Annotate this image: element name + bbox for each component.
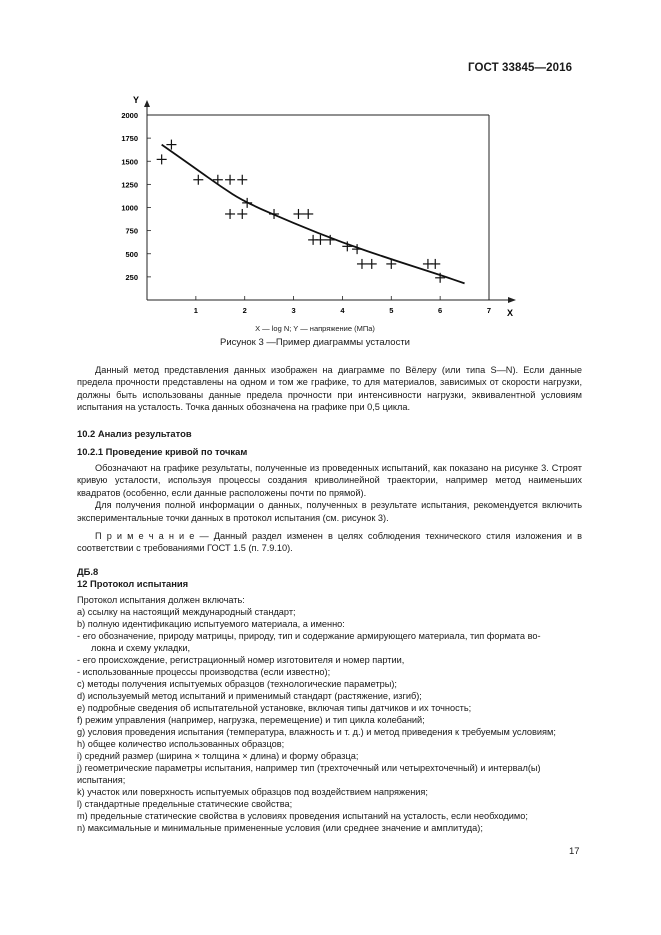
- section-12-title: 12 Протокол испытания: [77, 578, 189, 589]
- list-item: - использованные процессы производства (если известно);: [77, 667, 331, 677]
- y-axis-label: Y: [132, 95, 139, 105]
- data-point: [303, 209, 313, 219]
- intro-paragraph: [77, 364, 582, 414]
- x-tick-label: 7: [486, 306, 492, 315]
- data-point: [357, 259, 367, 269]
- x-tick-label: 5: [389, 306, 394, 315]
- data-point: [242, 198, 252, 208]
- data-point: [237, 209, 247, 219]
- figure-caption: Рисунок 3 —Пример диаграммы усталости: [219, 337, 410, 348]
- data-point: [157, 154, 167, 164]
- y-tick-label: 1250: [121, 180, 138, 190]
- data-point: [237, 175, 247, 185]
- list-item: l) стандартные предельные статические свойства;: [77, 799, 293, 809]
- y-tick-label: 1750: [121, 134, 138, 144]
- data-point: [193, 175, 203, 185]
- y-tick-label: 500: [125, 249, 138, 259]
- x-axis-label: X: [507, 308, 514, 318]
- section-10-2-title: 10.2 Анализ результатов: [77, 428, 192, 439]
- list-item: испытания;: [77, 775, 126, 785]
- section-10-2-1-body: [77, 462, 582, 555]
- data-point: [225, 175, 235, 185]
- data-point: [430, 259, 440, 269]
- paragraph: Обозначают на графике результаты, полученные из проведенных испытаний, как показано на рисунке 3. Строят кривую усталости, используя процессы создания криволинейной траектории, например метод наименьших квадратов (особенно, если данные расположены почти по прямой).: [77, 463, 582, 498]
- intro-text: Данный метод представления данных изображен на диаграмме по Вёлеру (или типа S—N). Если данные предела прочности представлены на одном и том же графике, то для материалов, зависимых от скорости нагрузки, должны быть использованы данные предела прочности при интенсивности нагрузки, эквивалентной условиям испытания на усталость. Точка данных обозначена на графике при 0,5 цикла.: [77, 365, 582, 413]
- list-item: d) используемый метод испытаний и применимый стандарт (растяжение, изгиб);: [77, 691, 422, 701]
- list-item: j) геометрические параметры испытания, например тип (трехточечный или четырехточечный) и интервал(ы): [77, 763, 541, 773]
- chart-axis-caption: X — log N; Y — напряжение (МПа): [255, 324, 375, 333]
- data-point: [225, 209, 235, 219]
- section-10-2-1-title: 10.2.1 Проведение кривой по точкам: [77, 446, 248, 457]
- data-point: [367, 259, 377, 269]
- list-item: c) методы получения испытуемых образцов (технологические параметры);: [77, 679, 397, 689]
- data-point: [293, 209, 303, 219]
- y-tick-label: 2000: [121, 111, 138, 120]
- y-axis-arrow: [144, 100, 150, 107]
- list-item: k) участок или поверхность испытуемых образцов под воздействием напряжения;: [77, 787, 428, 797]
- list-item: b) полную идентификацию испытуемого материала, а именно:: [77, 619, 345, 629]
- y-tick-label: 750: [125, 226, 138, 236]
- x-tick-label: 3: [291, 306, 296, 315]
- paragraph: Для получения полной информации о данных, полученных в результате испытания, рекомендуется включить экспериментальные точки данных в протокол испытания (см. рисунок 3).: [77, 500, 582, 523]
- document-code: ГОСТ 33845—2016: [468, 62, 573, 74]
- list-lead: Протокол испытания должен включать:: [77, 595, 245, 605]
- x-axis-arrow: [508, 297, 516, 303]
- list-item: f) режим управления (например, нагрузка, перемещение) и тип цикла колебаний;: [77, 715, 425, 725]
- data-point: [315, 235, 325, 245]
- note: П р и м е ч а н и е — Данный раздел изменен в целях соблюдения технического стиля изложения и в соответствии с требованиями ГОСТ 1.5 (п. 7.9.10).: [77, 531, 582, 554]
- fatigue-chart: [100, 88, 530, 343]
- x-tick-label: 4: [340, 306, 345, 315]
- list-item: - его происхождение, регистрационный номер изготовителя и номер партии,: [77, 655, 405, 665]
- list-item: h) общее количество использованных образцов;: [77, 739, 285, 749]
- list-item: m) предельные статические свойства в условиях проведения испытаний на усталость, если необходимо;: [77, 811, 528, 821]
- list-item: локна и схему укладки,: [91, 643, 191, 653]
- data-point: [269, 209, 279, 219]
- y-tick-label: 1000: [121, 203, 138, 213]
- page-number: 17: [569, 846, 580, 857]
- list-item: a) ссылку на настоящий международный стандарт;: [77, 607, 296, 617]
- x-tick-label: 1: [193, 306, 198, 315]
- list-item: n) максимальные и минимальные примененные условия (или среднее значение и амплитуда);: [77, 823, 483, 833]
- section-db8-label: ДБ.8: [77, 566, 99, 577]
- y-tick-label: 1500: [121, 157, 138, 167]
- y-tick-label: 250: [125, 272, 138, 282]
- report-contents-list: [77, 594, 582, 834]
- list-item: e) подробные сведения об испытательной установке, включая типы датчиков и их точность;: [77, 703, 472, 713]
- x-tick-label: 6: [438, 306, 443, 315]
- x-tick-label: 2: [242, 306, 247, 315]
- data-point: [213, 175, 223, 185]
- list-item: g) условия проведения испытания (температура, влажность и т. д.) и метод приведения к требуемым условиям;: [77, 727, 556, 737]
- list-item: - его обозначение, природу матрицы, природу, тип и содержание армирующего материала, тип формата во-: [77, 631, 541, 641]
- list-item: i) средний размер (ширина × толщина × длина) и форму образца;: [77, 751, 359, 761]
